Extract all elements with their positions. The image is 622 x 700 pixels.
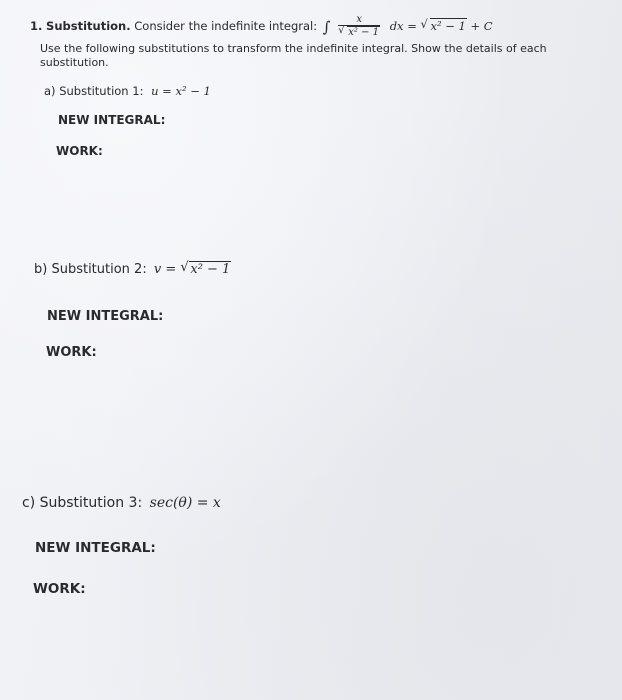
result-radicand: x² − 1: [430, 19, 466, 33]
part-a-formula: u = x² − 1: [151, 84, 211, 98]
problem-title: Substitution.: [46, 19, 131, 33]
part-b-radicand: x² − 1: [190, 262, 231, 277]
part-a-work-heading: WORK:: [56, 144, 103, 158]
part-b-root: √ x² − 1: [180, 260, 231, 277]
part-c-substitution: [22, 495, 221, 511]
part-c-label: c) Substitution 3:: [22, 495, 143, 511]
result-root: √ x² − 1: [420, 17, 466, 33]
denominator-root: √ x² − 1: [338, 25, 380, 38]
part-b-substitution: [34, 262, 231, 277]
part-a-new-integral-heading: NEW INTEGRAL:: [58, 113, 166, 127]
problem-header: [30, 14, 493, 39]
differential: dx: [389, 19, 404, 33]
part-a-label: a) Substitution 1:: [44, 84, 144, 98]
integrand-fraction: [338, 14, 380, 39]
part-b-work-heading: WORK:: [46, 345, 97, 360]
equals-sign: =: [407, 19, 417, 33]
integrand-numerator: x: [356, 14, 362, 25]
part-c-formula: sec(θ) = x: [149, 495, 221, 511]
problem-intro: Consider the indefinite integral:: [134, 19, 318, 33]
part-c-work-heading: WORK:: [33, 581, 86, 597]
part-b-formula-lhs: v =: [153, 262, 177, 277]
part-b-label: b) Substitution 2:: [34, 262, 147, 277]
part-a-substitution: [44, 84, 211, 98]
integrand-denominator: [338, 25, 380, 39]
integration-constant: + C: [470, 19, 493, 33]
denominator-radicand: x² − 1: [348, 27, 380, 38]
problem-number: 1.: [30, 19, 43, 33]
part-c-new-integral-heading: NEW INTEGRAL:: [35, 540, 156, 556]
instructions-text: Use the following substitutions to transform the indefinite integral. Show the details of each substitution.: [40, 42, 547, 69]
integral-sign: ∫: [322, 17, 331, 36]
part-b-new-integral-heading: NEW INTEGRAL:: [47, 309, 164, 324]
